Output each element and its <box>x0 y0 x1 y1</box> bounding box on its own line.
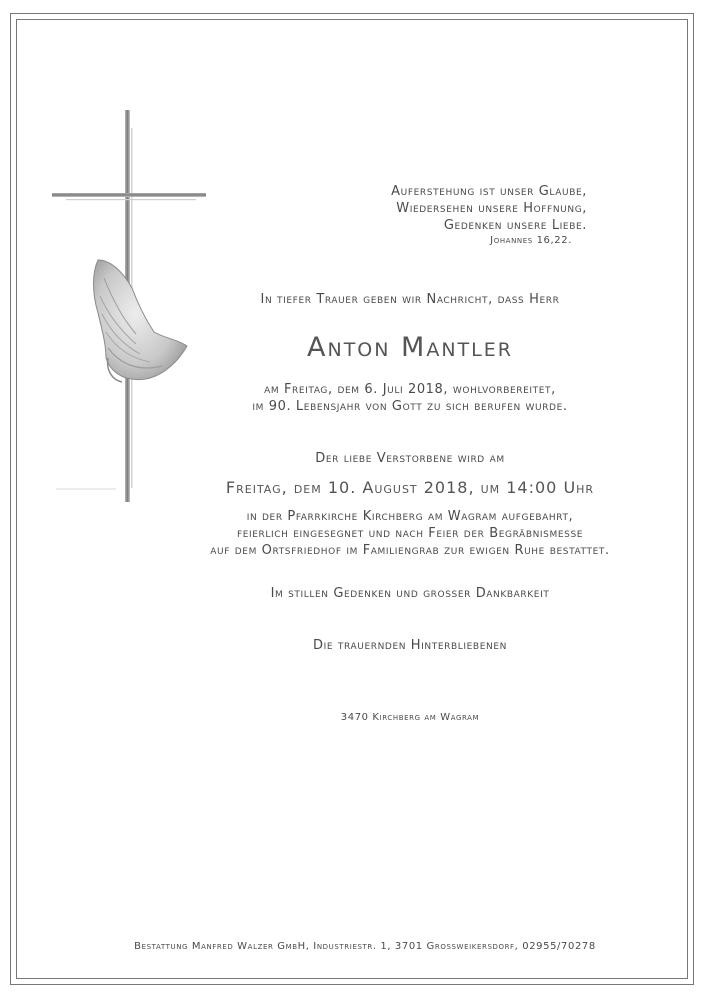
location-text: 3470 Kirchberg am Wagram <box>340 712 480 723</box>
death-text-line-1: am Freitag, dem 6. Juli 2018, wohlvorbereitet, <box>264 382 556 397</box>
remembrance-text: Im stillen Gedenken und grosser Dankbarkeit <box>270 586 550 601</box>
verse-line-2: Wiedersehen unsere Hoffnung, <box>396 201 587 216</box>
footer-text: Bestattung Manfred Walzer GmbH, Industriestr. 1, 3701 Grossweikersdorf, 02955/70278 <box>134 941 596 952</box>
funeral-date: Freitag, dem 10. August 2018, um 14:00 Uhr <box>225 478 595 497</box>
cross-with-praying-hands-icon <box>46 108 216 508</box>
signature-text: Die trauernden Hinterbliebenen <box>313 638 507 653</box>
funeral-intro: Der liebe Verstorbene wird am <box>315 451 505 466</box>
verse-line-1: Auferstehung ist unser Glaube, <box>391 184 587 199</box>
funeral-details-line-2: feierlich eingesegnet und nach Feier der Begräbnismesse <box>236 526 584 541</box>
verse-reference: Johannes 16,22. <box>490 235 572 246</box>
funeral-details-line-3: auf dem Ortsfriedhof im Familiengrab zur ewigen Ruhe bestattet. <box>210 543 610 558</box>
verse-line-3: Gedenken unsere Liebe. <box>443 218 587 233</box>
deceased-name: Anton Mantler <box>307 332 513 363</box>
funeral-details-line-1: in der Pfarrkirche Kirchberg am Wagram aufgebahrt, <box>246 509 574 524</box>
announcement-text: In tiefer Trauer geben wir Nachricht, dass Herr <box>260 292 560 307</box>
death-text-line-2: im 90. Lebensjahr von Gott zu sich berufen wurde. <box>252 399 568 414</box>
